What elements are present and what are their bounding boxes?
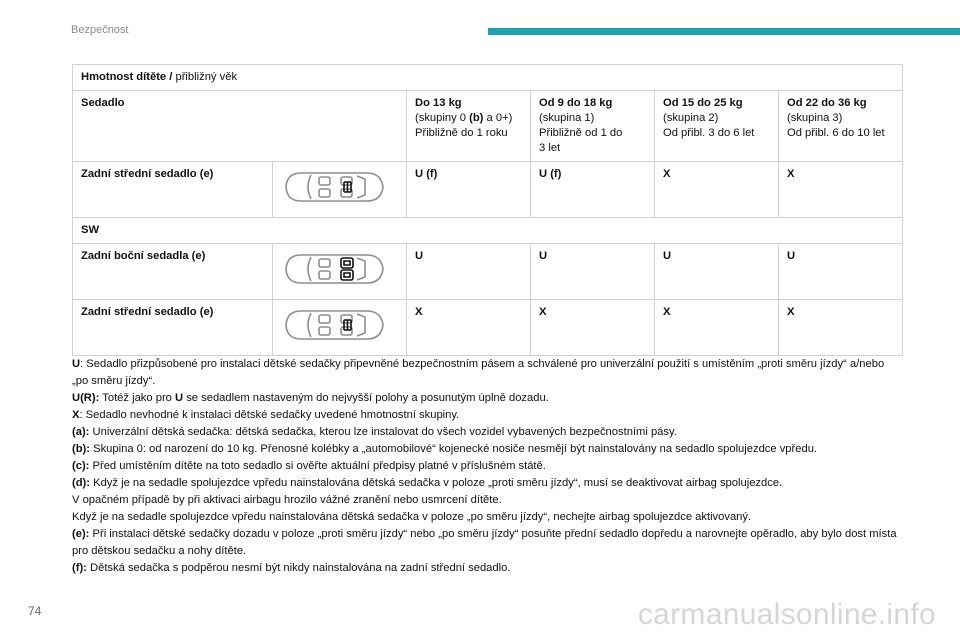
- row-value: X: [655, 300, 779, 356]
- weight-column-3: Od 15 do 25 kg (skupina 2) Od přibl. 3 do 6 let: [655, 91, 779, 162]
- note-a: (a): Univerzální dětská sedačka: dětská sedačka, kterou lze instalovat do všech vozidel vybavených bezpečnostními pásy.: [72, 426, 677, 438]
- row-label: Zadní střední sedadlo (e): [73, 162, 273, 218]
- note-u: U: Sedadlo přizpůsobené pro instalaci dětské sedačky připevněné bezpečnostním pásem a schválené pro univerzální použití s umístěním „proti směru jízdy“ a/nebo „po směru jízdy“.: [72, 358, 885, 387]
- section-label-sw: SW: [73, 218, 903, 244]
- note-d-line3: Když je na sedadle spolujezdce vpředu nainstalována dětská sedačka v poloze „po směru jízdy“, nechejte airbag spolujezdce aktivovaný.: [72, 511, 752, 523]
- table-title: Hmotnost dítěte / přibližný věk: [73, 65, 903, 91]
- row-value: U: [655, 244, 779, 300]
- rear-middle-seat-car-icon: [273, 162, 407, 218]
- note-d-line2: V opačném případě by při aktivaci airbagu hrozilo vážné zranění nebo usmrcení dítěte.: [72, 494, 502, 506]
- weight-column-4: Od 22 do 36 kg (skupina 3) Od přibl. 6 do 10 let: [779, 91, 903, 162]
- rear-side-seats-car-icon: [273, 244, 407, 300]
- row-label: Zadní boční sedadla (e): [73, 244, 273, 300]
- row-value: X: [779, 162, 903, 218]
- table-header-row: [73, 91, 903, 162]
- row-value: U: [407, 244, 531, 300]
- row-value: X: [531, 300, 655, 356]
- note-c: (c): Před umístěním dítěte na toto sedadlo si ověřte aktuální předpisy platné v příslušném státě.: [72, 460, 546, 472]
- section-title: Bezpečnost: [71, 24, 129, 36]
- seat-header: Sedadlo: [73, 91, 407, 162]
- note-x: X: Sedadlo nevhodné k instalaci dětské sedačky uvedené hmotnostní skupiny.: [72, 409, 460, 421]
- row-label: Zadní střední sedadlo (e): [73, 300, 273, 356]
- row-value: U: [531, 244, 655, 300]
- table-section-row: [73, 218, 903, 244]
- table-row: [73, 244, 903, 300]
- row-value: U (f): [407, 162, 531, 218]
- table-row: [73, 162, 903, 218]
- note-b: (b): Skupina 0: od narození do 10 kg. Přenosné kolébky a „automobilové“ kojenecké nosiče nesmějí být nainstalovány na sedadlo spolujezdce vpředu.: [72, 443, 818, 455]
- note-d: (d): Když je na sedadle spolujezdce vpředu nainstalována dětská sedačka v poloze „proti směru jízdy“, musí se deaktivovat airbag spolujezdce.: [72, 477, 783, 489]
- table-title-row: [73, 65, 903, 91]
- table-row: [73, 300, 903, 356]
- rear-middle-seat-car-icon: [273, 300, 407, 356]
- row-value: U: [779, 244, 903, 300]
- note-f: (f): Dětská sedačka s podpěrou nesmí být nikdy nainstalována na zadní střední sedadlo.: [72, 562, 511, 574]
- note-ur: U(R): Totéž jako pro U se sedadlem nastaveným do nejvyšší polohy a posunutým úplně dozadu.: [72, 392, 549, 404]
- child-seat-table: [72, 64, 903, 356]
- row-value: X: [655, 162, 779, 218]
- row-value: X: [779, 300, 903, 356]
- row-value: U (f): [531, 162, 655, 218]
- header-accent-bar: [488, 28, 960, 35]
- weight-column-1: Do 13 kg (skupiny 0 (b) a 0+) Přibližně do 1 roku: [407, 91, 531, 162]
- row-value: X: [407, 300, 531, 356]
- watermark: carmanualsonline.info: [637, 598, 936, 631]
- footnotes: [72, 356, 902, 577]
- note-e: (e): Při instalaci dětské sedačky dozadu v poloze „proti směru jízdy“ nebo „po směru jízdy“ posuňte přední sedadlo dopředu a narovnejte opěradlo, aby bylo dost místa pro dětskou sedačku a nohy dítěte.: [72, 528, 897, 557]
- page-number: 74: [28, 604, 42, 618]
- weight-column-2: Od 9 do 18 kg (skupina 1) Přibližně od 1 do 3 let: [531, 91, 655, 162]
